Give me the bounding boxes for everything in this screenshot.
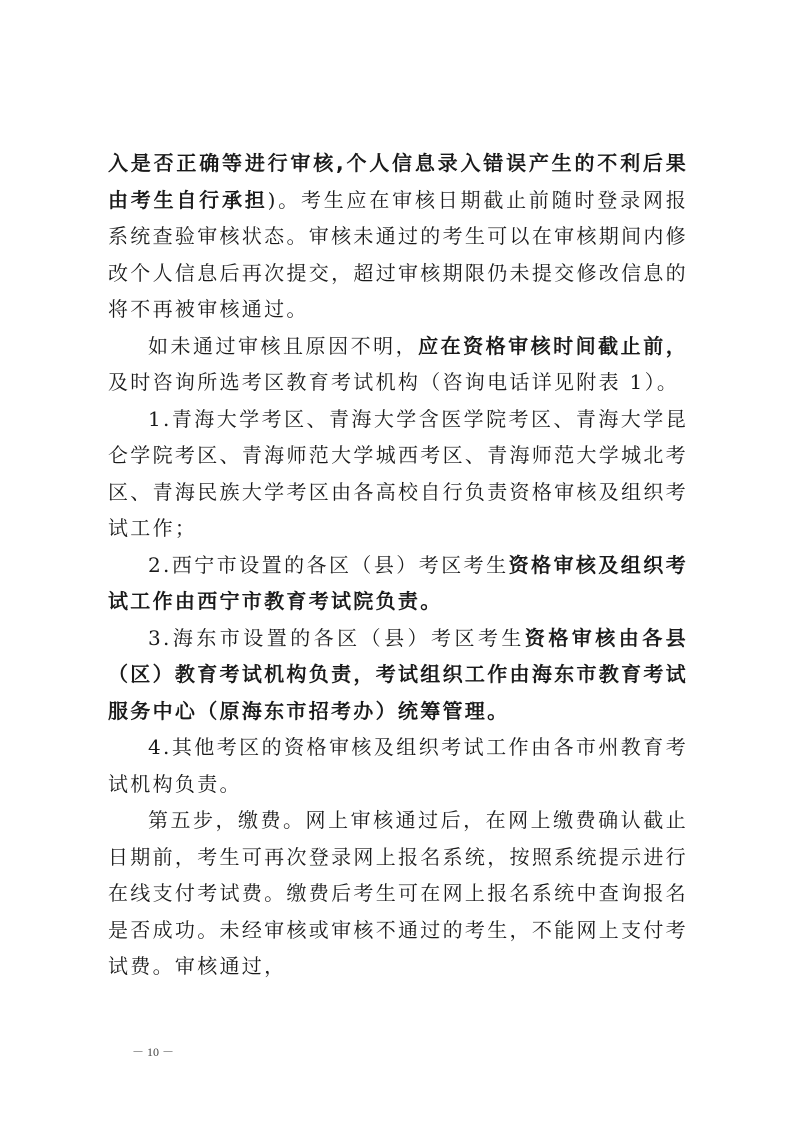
paragraph-text: 及时咨询所选考区教育考试机构（咨询电话详见附表 1）。: [108, 370, 680, 394]
paragraph-text: 第五步，缴费。网上审核通过后，在网上缴费确认截止日期前，考生可再次登录网上报名系统，按照系统提示进行在线支付考试费。缴费后考生可在网上报名系统中查询报名是否成功。未经审核或审核不通过的考生，不能网上支付考试费。审核通过，: [108, 808, 688, 978]
paragraph-text: 1.青海大学考区、青海大学含医学院考区、青海大学昆仑学院考区、青海师范大学城西考区、青海师范大学城北考区、青海民族大学考区由各高校自行负责资格审核及组织考试工作；: [108, 406, 688, 540]
paragraph-text: )。考生应在审核日期截止前随时登录网报系统查验审核状态。审核未通过的考生可以在审核期间内修改个人信息后再次提交，超过审核期限仍未提交修改信息的将不再被审核通过。: [108, 187, 688, 321]
bold-text: 入是否正确等进行审核,个人信息录入错误产生的不利后果由考生自行承担: [108, 151, 688, 212]
paragraph-4: [108, 547, 688, 620]
paragraph-7: [108, 802, 688, 985]
bold-text: 资格审核及组织考试工作由西宁市教育考试院负责。: [108, 552, 688, 613]
paragraph-text: 如未通过审核且原因不明，: [148, 333, 419, 358]
paragraph-text: 2.西宁市设置的各区（县）考区考生: [148, 552, 509, 577]
paragraph-2: [108, 328, 688, 401]
paragraph-6: [108, 729, 688, 802]
bold-text: 应在资格审核时间截止前，: [418, 333, 688, 358]
page-number: － 10 －: [132, 1045, 175, 1059]
bold-text: 资格审核由各县（区）教育考试机构负责，考试组织工作由海东市教育考试服务中心（原海东市招考办）统筹管理。: [108, 625, 688, 723]
paragraph-text: 4.其他考区的资格审核及组织考试工作由各市州教育考试机构负责。: [108, 735, 688, 796]
paragraph-3: [108, 401, 688, 547]
paragraph-1: [108, 145, 688, 328]
body-text: [108, 145, 688, 985]
paragraph-5: [108, 620, 688, 730]
paragraph-text: 3.海东市设置的各区（县）考区考生: [148, 625, 525, 650]
